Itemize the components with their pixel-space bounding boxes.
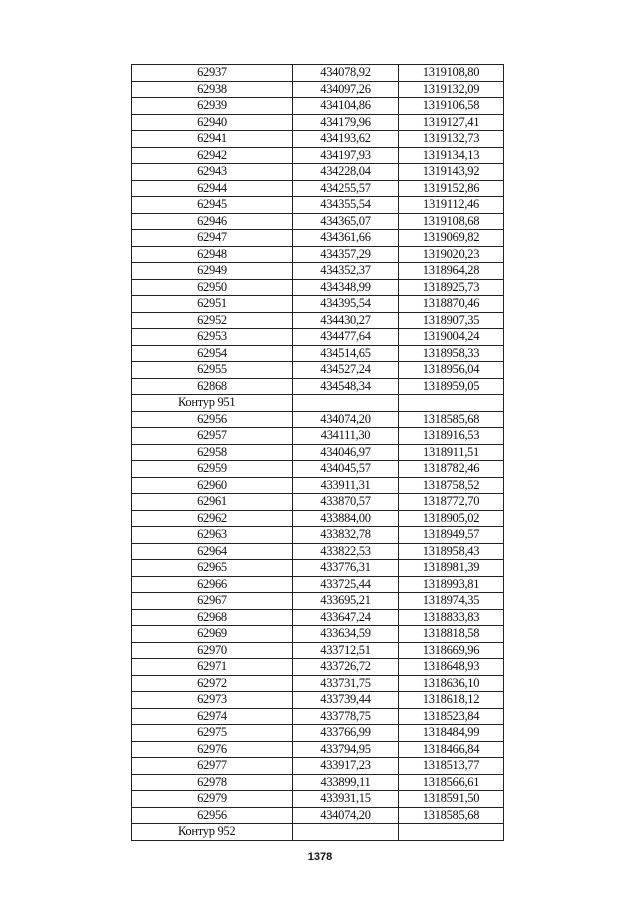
y-coordinate-cell: 1319143,92 bbox=[399, 164, 504, 181]
point-id-cell: 62974 bbox=[132, 708, 293, 725]
coordinates-table-body bbox=[132, 65, 504, 841]
x-coordinate-cell: 433911,31 bbox=[293, 477, 399, 494]
y-coordinate-cell: 1318916,53 bbox=[399, 428, 504, 445]
point-id-cell: 62945 bbox=[132, 197, 293, 214]
table-row bbox=[132, 180, 504, 197]
y-coordinate-cell: 1318669,96 bbox=[399, 642, 504, 659]
y-coordinate-cell: 1319152,86 bbox=[399, 180, 504, 197]
table-row bbox=[132, 692, 504, 709]
point-id-cell: 62962 bbox=[132, 510, 293, 527]
table-row bbox=[132, 494, 504, 511]
x-coordinate-cell: 433712,51 bbox=[293, 642, 399, 659]
table-row bbox=[132, 774, 504, 791]
y-coordinate-cell: 1318956,04 bbox=[399, 362, 504, 379]
empty-cell bbox=[293, 395, 399, 412]
point-id-cell: 62977 bbox=[132, 758, 293, 775]
point-id-cell: 62944 bbox=[132, 180, 293, 197]
table-row bbox=[132, 725, 504, 742]
point-id-cell: 62941 bbox=[132, 131, 293, 148]
point-id-cell: 62957 bbox=[132, 428, 293, 445]
x-coordinate-cell: 434078,92 bbox=[293, 65, 399, 82]
point-id-cell: 62963 bbox=[132, 527, 293, 544]
x-coordinate-cell: 433917,23 bbox=[293, 758, 399, 775]
y-coordinate-cell: 1318993,81 bbox=[399, 576, 504, 593]
point-id-cell: 62956 bbox=[132, 411, 293, 428]
table-row bbox=[132, 411, 504, 428]
x-coordinate-cell: 434548,34 bbox=[293, 378, 399, 395]
table-row bbox=[132, 477, 504, 494]
empty-cell bbox=[399, 824, 504, 841]
x-coordinate-cell: 434104,86 bbox=[293, 98, 399, 115]
contour-label: Контур 952 bbox=[132, 824, 293, 841]
y-coordinate-cell: 1319069,82 bbox=[399, 230, 504, 247]
y-coordinate-cell: 1318925,73 bbox=[399, 279, 504, 296]
x-coordinate-cell: 433695,21 bbox=[293, 593, 399, 610]
table-row bbox=[132, 164, 504, 181]
table-row bbox=[132, 345, 504, 362]
x-coordinate-cell: 434514,65 bbox=[293, 345, 399, 362]
y-coordinate-cell: 1319134,13 bbox=[399, 147, 504, 164]
table-row bbox=[132, 147, 504, 164]
point-id-cell: 62971 bbox=[132, 659, 293, 676]
x-coordinate-cell: 433776,31 bbox=[293, 560, 399, 577]
y-coordinate-cell: 1318523,84 bbox=[399, 708, 504, 725]
point-id-cell: 62970 bbox=[132, 642, 293, 659]
point-id-cell: 62946 bbox=[132, 213, 293, 230]
table-row bbox=[132, 461, 504, 478]
x-coordinate-cell: 433647,24 bbox=[293, 609, 399, 626]
y-coordinate-cell: 1318591,50 bbox=[399, 791, 504, 808]
x-coordinate-cell: 434228,04 bbox=[293, 164, 399, 181]
point-id-cell: 62937 bbox=[132, 65, 293, 82]
y-coordinate-cell: 1318782,46 bbox=[399, 461, 504, 478]
table-row bbox=[132, 263, 504, 280]
x-coordinate-cell: 433794,95 bbox=[293, 741, 399, 758]
y-coordinate-cell: 1318911,51 bbox=[399, 444, 504, 461]
point-id-cell: 62953 bbox=[132, 329, 293, 346]
contour-header-row bbox=[132, 824, 504, 841]
x-coordinate-cell: 434111,30 bbox=[293, 428, 399, 445]
y-coordinate-cell: 1318772,70 bbox=[399, 494, 504, 511]
x-coordinate-cell: 433931,15 bbox=[293, 791, 399, 808]
table-row bbox=[132, 378, 504, 395]
table-row bbox=[132, 576, 504, 593]
point-id-cell: 62960 bbox=[132, 477, 293, 494]
table-row bbox=[132, 543, 504, 560]
point-id-cell: 62966 bbox=[132, 576, 293, 593]
y-coordinate-cell: 1318566,61 bbox=[399, 774, 504, 791]
table-row bbox=[132, 758, 504, 775]
x-coordinate-cell: 433634,59 bbox=[293, 626, 399, 643]
y-coordinate-cell: 1318484,99 bbox=[399, 725, 504, 742]
point-id-cell: 62948 bbox=[132, 246, 293, 263]
point-id-cell: 62958 bbox=[132, 444, 293, 461]
x-coordinate-cell: 433766,99 bbox=[293, 725, 399, 742]
x-coordinate-cell: 434430,27 bbox=[293, 312, 399, 329]
table-row bbox=[132, 428, 504, 445]
table-row bbox=[132, 807, 504, 824]
point-id-cell: 62949 bbox=[132, 263, 293, 280]
y-coordinate-cell: 1318958,33 bbox=[399, 345, 504, 362]
table-row bbox=[132, 362, 504, 379]
x-coordinate-cell: 434179,96 bbox=[293, 114, 399, 131]
table-row bbox=[132, 527, 504, 544]
point-id-cell: 62961 bbox=[132, 494, 293, 511]
y-coordinate-cell: 1318833,83 bbox=[399, 609, 504, 626]
table-row bbox=[132, 329, 504, 346]
point-id-cell: 62954 bbox=[132, 345, 293, 362]
point-id-cell: 62955 bbox=[132, 362, 293, 379]
point-id-cell: 62959 bbox=[132, 461, 293, 478]
y-coordinate-cell: 1318585,68 bbox=[399, 411, 504, 428]
x-coordinate-cell: 433726,72 bbox=[293, 659, 399, 676]
x-coordinate-cell: 433899,11 bbox=[293, 774, 399, 791]
point-id-cell: 62968 bbox=[132, 609, 293, 626]
table-row bbox=[132, 510, 504, 527]
y-coordinate-cell: 1318585,68 bbox=[399, 807, 504, 824]
point-id-cell: 62947 bbox=[132, 230, 293, 247]
table-row bbox=[132, 312, 504, 329]
point-id-cell: 62975 bbox=[132, 725, 293, 742]
point-id-cell: 62950 bbox=[132, 279, 293, 296]
x-coordinate-cell: 433725,44 bbox=[293, 576, 399, 593]
x-coordinate-cell: 434527,24 bbox=[293, 362, 399, 379]
x-coordinate-cell: 433884,00 bbox=[293, 510, 399, 527]
x-coordinate-cell: 434255,57 bbox=[293, 180, 399, 197]
y-coordinate-cell: 1318981,39 bbox=[399, 560, 504, 577]
x-coordinate-cell: 434357,29 bbox=[293, 246, 399, 263]
table-row bbox=[132, 98, 504, 115]
empty-cell bbox=[293, 824, 399, 841]
table-row bbox=[132, 708, 504, 725]
point-id-cell: 62938 bbox=[132, 81, 293, 98]
empty-cell bbox=[399, 395, 504, 412]
y-coordinate-cell: 1318959,05 bbox=[399, 378, 504, 395]
table-row bbox=[132, 81, 504, 98]
contour-header-row bbox=[132, 395, 504, 412]
x-coordinate-cell: 433778,75 bbox=[293, 708, 399, 725]
y-coordinate-cell: 1318636,10 bbox=[399, 675, 504, 692]
point-id-cell: 62979 bbox=[132, 791, 293, 808]
table-row bbox=[132, 296, 504, 313]
point-id-cell: 62972 bbox=[132, 675, 293, 692]
y-coordinate-cell: 1318870,46 bbox=[399, 296, 504, 313]
y-coordinate-cell: 1319108,80 bbox=[399, 65, 504, 82]
x-coordinate-cell: 434046,97 bbox=[293, 444, 399, 461]
y-coordinate-cell: 1319132,09 bbox=[399, 81, 504, 98]
y-coordinate-cell: 1318907,35 bbox=[399, 312, 504, 329]
x-coordinate-cell: 434193,62 bbox=[293, 131, 399, 148]
table-row bbox=[132, 65, 504, 82]
y-coordinate-cell: 1318974,35 bbox=[399, 593, 504, 610]
x-coordinate-cell: 434352,37 bbox=[293, 263, 399, 280]
x-coordinate-cell: 434477,64 bbox=[293, 329, 399, 346]
page-number: 1378 bbox=[307, 851, 333, 863]
table-row bbox=[132, 642, 504, 659]
table-row bbox=[132, 230, 504, 247]
y-coordinate-cell: 1318949,57 bbox=[399, 527, 504, 544]
x-coordinate-cell: 434197,93 bbox=[293, 147, 399, 164]
y-coordinate-cell: 1318818,58 bbox=[399, 626, 504, 643]
y-coordinate-cell: 1318958,43 bbox=[399, 543, 504, 560]
y-coordinate-cell: 1319020,23 bbox=[399, 246, 504, 263]
table-row bbox=[132, 444, 504, 461]
point-id-cell: 62967 bbox=[132, 593, 293, 610]
point-id-cell: 62956 bbox=[132, 807, 293, 824]
table-row bbox=[132, 609, 504, 626]
table-row bbox=[132, 131, 504, 148]
point-id-cell: 62940 bbox=[132, 114, 293, 131]
point-id-cell: 62939 bbox=[132, 98, 293, 115]
coordinates-table bbox=[131, 64, 504, 841]
table-row bbox=[132, 675, 504, 692]
x-coordinate-cell: 433870,57 bbox=[293, 494, 399, 511]
x-coordinate-cell: 433739,44 bbox=[293, 692, 399, 709]
point-id-cell: 62951 bbox=[132, 296, 293, 313]
y-coordinate-cell: 1318466,84 bbox=[399, 741, 504, 758]
x-coordinate-cell: 434045,57 bbox=[293, 461, 399, 478]
x-coordinate-cell: 433832,78 bbox=[293, 527, 399, 544]
table-row bbox=[132, 626, 504, 643]
x-coordinate-cell: 434074,20 bbox=[293, 807, 399, 824]
y-coordinate-cell: 1319108,68 bbox=[399, 213, 504, 230]
y-coordinate-cell: 1319106,58 bbox=[399, 98, 504, 115]
point-id-cell: 62943 bbox=[132, 164, 293, 181]
x-coordinate-cell: 434074,20 bbox=[293, 411, 399, 428]
x-coordinate-cell: 434348,99 bbox=[293, 279, 399, 296]
x-coordinate-cell: 433731,75 bbox=[293, 675, 399, 692]
x-coordinate-cell: 434361,66 bbox=[293, 230, 399, 247]
x-coordinate-cell: 434355,54 bbox=[293, 197, 399, 214]
y-coordinate-cell: 1319112,46 bbox=[399, 197, 504, 214]
y-coordinate-cell: 1318513,77 bbox=[399, 758, 504, 775]
table-row bbox=[132, 279, 504, 296]
x-coordinate-cell: 434097,26 bbox=[293, 81, 399, 98]
table-row bbox=[132, 213, 504, 230]
x-coordinate-cell: 433822,53 bbox=[293, 543, 399, 560]
y-coordinate-cell: 1319132,73 bbox=[399, 131, 504, 148]
point-id-cell: 62978 bbox=[132, 774, 293, 791]
table-row bbox=[132, 560, 504, 577]
y-coordinate-cell: 1318905,02 bbox=[399, 510, 504, 527]
y-coordinate-cell: 1318618,12 bbox=[399, 692, 504, 709]
y-coordinate-cell: 1319127,41 bbox=[399, 114, 504, 131]
table-row bbox=[132, 741, 504, 758]
y-coordinate-cell: 1319004,24 bbox=[399, 329, 504, 346]
x-coordinate-cell: 434395,54 bbox=[293, 296, 399, 313]
point-id-cell: 62973 bbox=[132, 692, 293, 709]
point-id-cell: 62976 bbox=[132, 741, 293, 758]
x-coordinate-cell: 434365,07 bbox=[293, 213, 399, 230]
contour-label: Контур 951 bbox=[132, 395, 293, 412]
table-row bbox=[132, 246, 504, 263]
table-row bbox=[132, 659, 504, 676]
point-id-cell: 62868 bbox=[132, 378, 293, 395]
y-coordinate-cell: 1318648,93 bbox=[399, 659, 504, 676]
y-coordinate-cell: 1318964,28 bbox=[399, 263, 504, 280]
table-row bbox=[132, 197, 504, 214]
point-id-cell: 62952 bbox=[132, 312, 293, 329]
y-coordinate-cell: 1318758,52 bbox=[399, 477, 504, 494]
point-id-cell: 62942 bbox=[132, 147, 293, 164]
point-id-cell: 62964 bbox=[132, 543, 293, 560]
table-row bbox=[132, 791, 504, 808]
point-id-cell: 62965 bbox=[132, 560, 293, 577]
table-row bbox=[132, 593, 504, 610]
point-id-cell: 62969 bbox=[132, 626, 293, 643]
table-row bbox=[132, 114, 504, 131]
